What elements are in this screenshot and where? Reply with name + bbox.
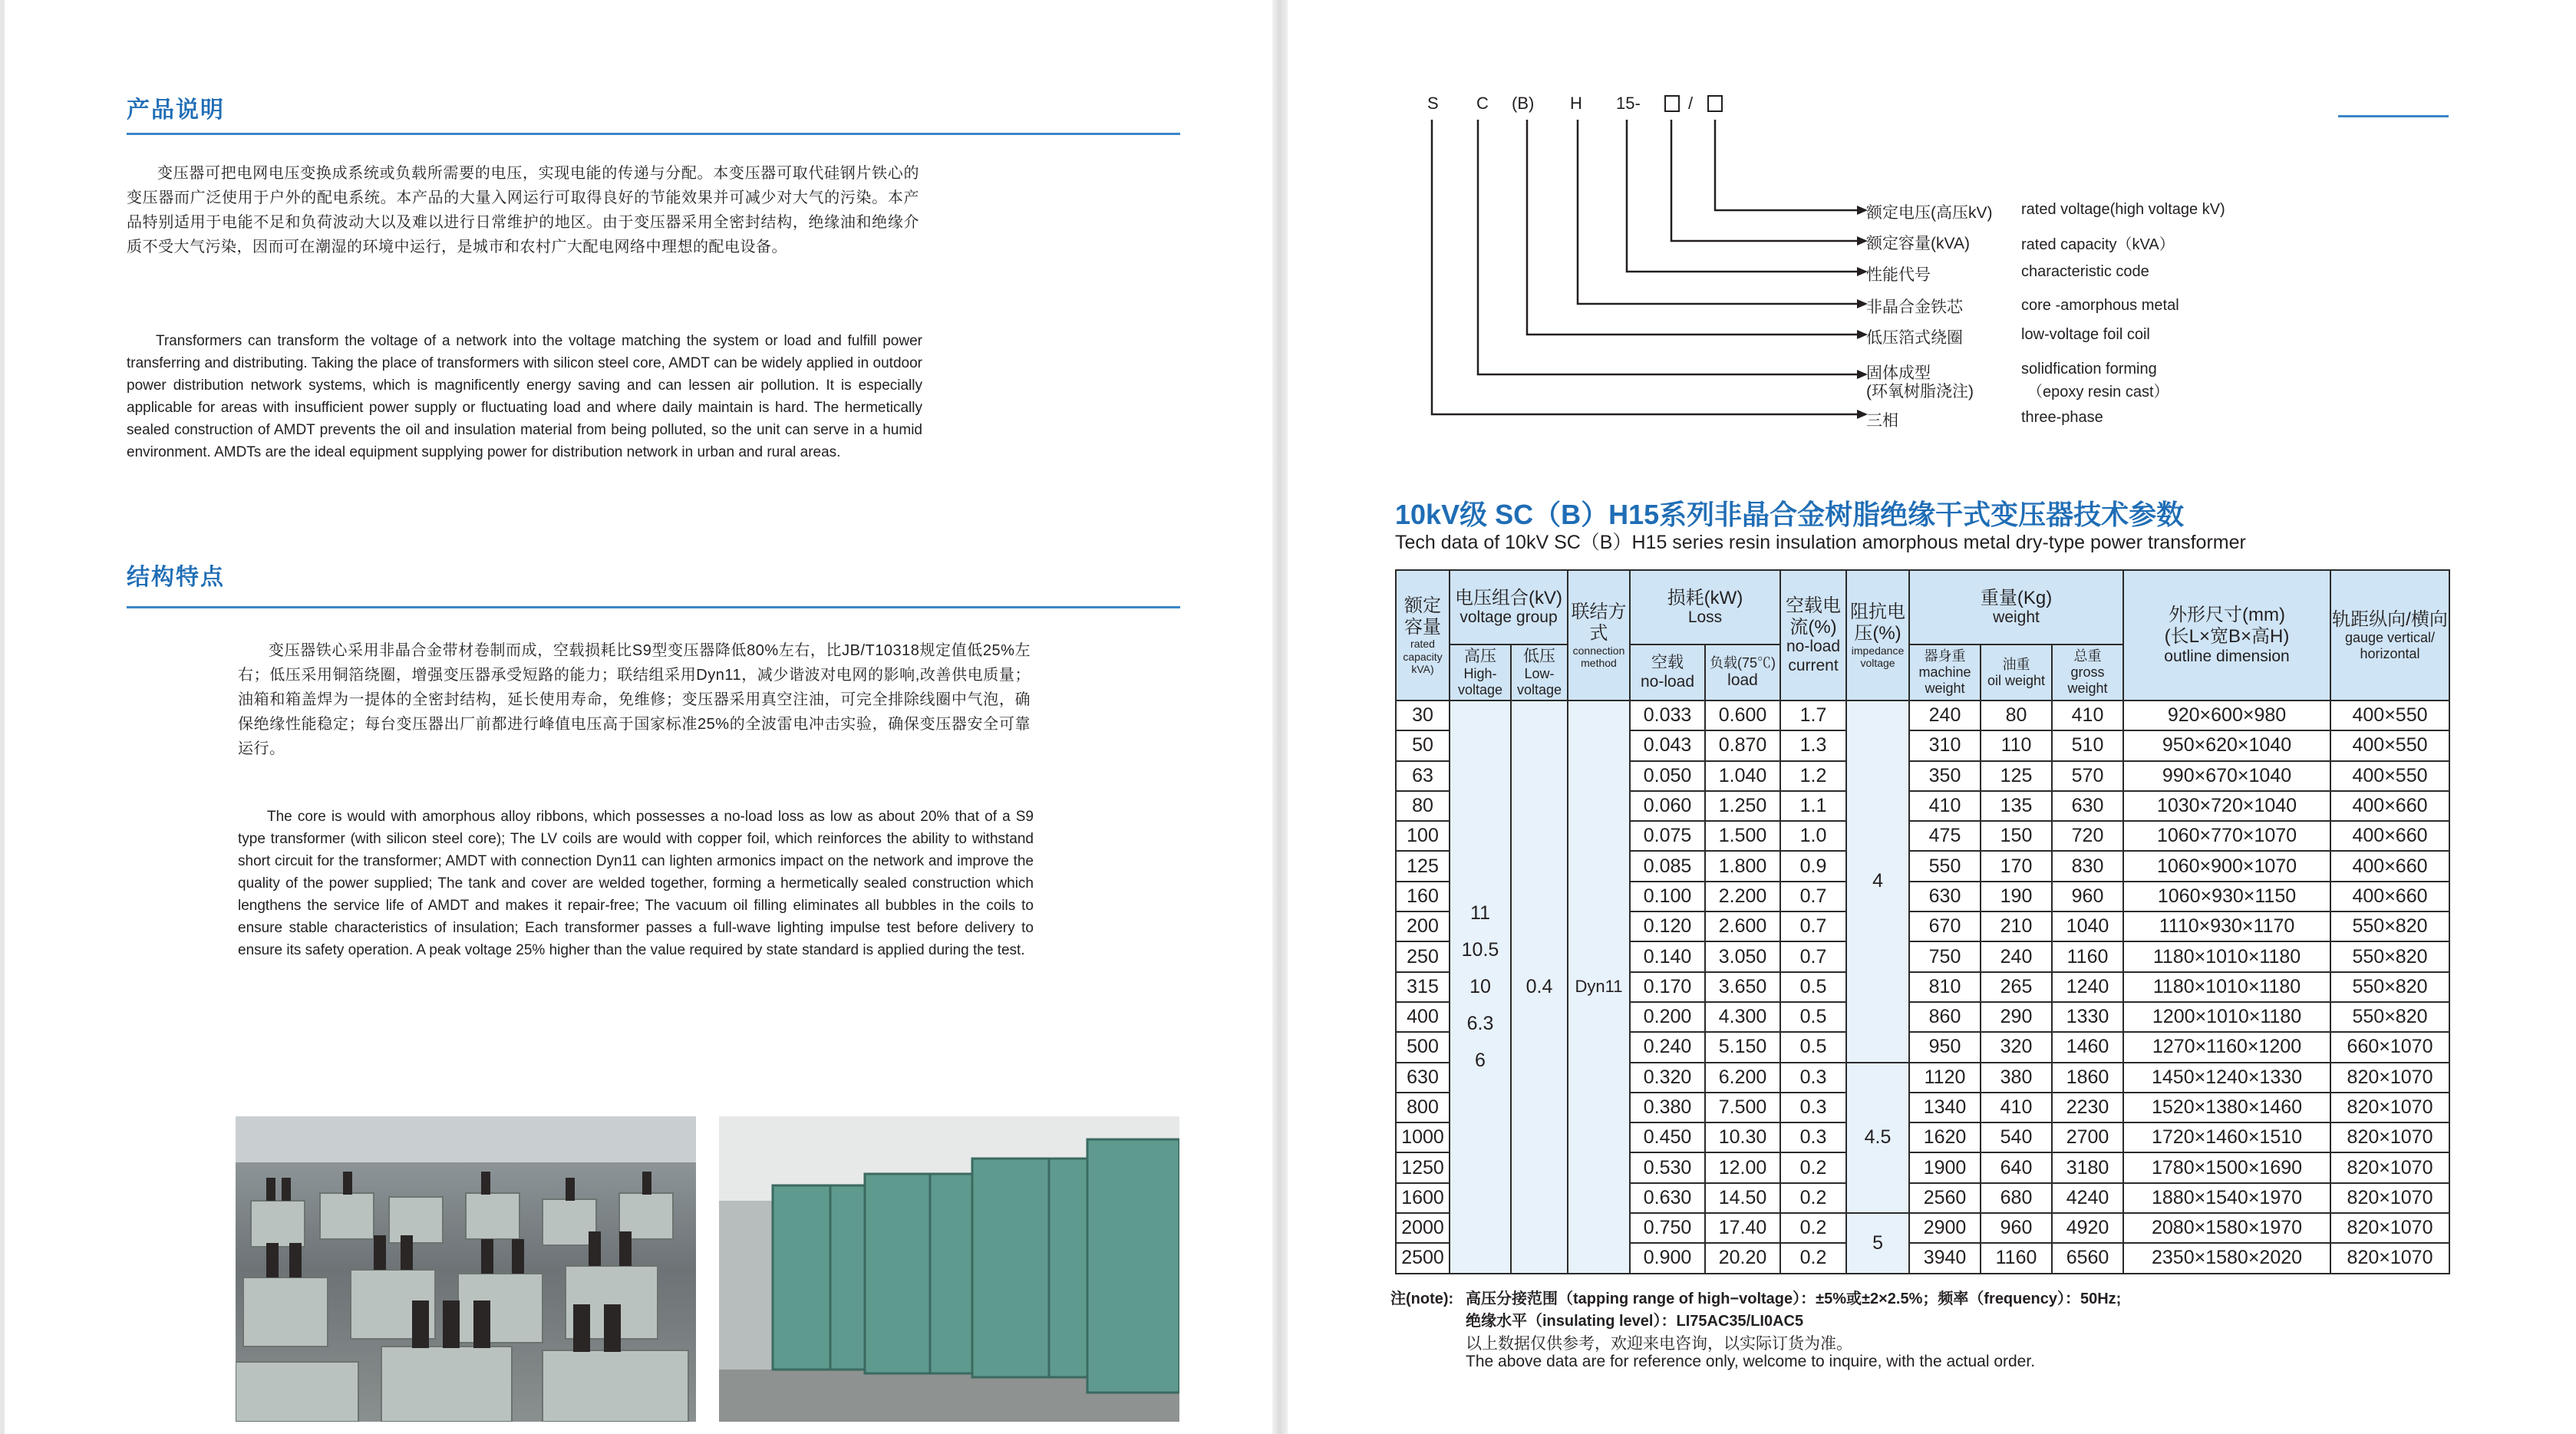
cell-machine-weight: 1120 — [1909, 1063, 1981, 1093]
cell-dimension: 1200×1010×1180 — [2123, 1002, 2330, 1032]
cell-noload-current: 0.5 — [1780, 1032, 1846, 1062]
code-label-en-foil: low-voltage foil coil — [2021, 326, 2150, 343]
cell-gross-weight: 720 — [2052, 821, 2123, 851]
cell-noload-loss: 0.100 — [1630, 882, 1705, 911]
hv-value: 10 — [1469, 976, 1491, 998]
cell-gross-weight: 1860 — [2052, 1063, 2123, 1093]
cell-load-loss: 5.150 — [1705, 1032, 1780, 1062]
cell-noload-loss: 0.043 — [1630, 730, 1705, 760]
cell-gauge: 820×1070 — [2330, 1093, 2449, 1122]
cell-machine-weight: 2560 — [1909, 1183, 1981, 1213]
cell-machine-weight: 950 — [1909, 1032, 1981, 1062]
spec-table — [1395, 569, 2450, 1274]
cell-oil-weight: 410 — [1981, 1093, 2052, 1122]
cell-load-loss: 2.200 — [1705, 882, 1780, 911]
cell-capacity: 1250 — [1396, 1152, 1450, 1182]
cell-machine-weight: 350 — [1909, 761, 1981, 791]
photo-transformers-art — [236, 1116, 696, 1422]
cell-gross-weight: 6560 — [2052, 1243, 2123, 1273]
cell-noload-current: 0.3 — [1780, 1122, 1846, 1152]
cell-capacity: 250 — [1396, 941, 1450, 971]
cell-oil-weight: 265 — [1981, 972, 2052, 1002]
cell-gross-weight: 410 — [2052, 701, 2123, 730]
cell-oil-weight: 150 — [1981, 821, 2052, 851]
cell-gross-weight: 2700 — [2052, 1122, 2123, 1152]
cell-gross-weight: 1330 — [2052, 1002, 2123, 1032]
cell-gauge: 400×550 — [2330, 730, 2449, 760]
cell-gross-weight: 830 — [2052, 851, 2123, 881]
cell-load-loss: 6.200 — [1705, 1063, 1780, 1093]
cell-oil-weight: 170 — [1981, 851, 2052, 881]
intro-text-zh: 变压器可把电网电压变换成系统或负载所需要的电压，实现电能的传递与分配。本变压器可取代硅钢片铁心的变压器而广泛使用于户外的配电系统。本产品的大量入网运行可取得良好的节能效果并可减少对大气的污染。本产品特别适用于电能不足和负荷波动大以及难以进行日常维护的地区。由于变压器采用全密封结构，绝缘油和绝缘介质不受大气污染，因而可在潮湿的环境中运行，是城市和农村广大配电网络中理想的配电设备。 — [127, 165, 919, 255]
cell-load-loss: 0.870 — [1705, 730, 1780, 760]
note-label: 注(note): — [1390, 1291, 1454, 1307]
cell-capacity: 160 — [1396, 882, 1450, 911]
cell-oil-weight: 290 — [1981, 1002, 2052, 1032]
photo-transformer-tanks — [719, 1116, 1179, 1422]
cell-machine-weight: 2900 — [1909, 1213, 1981, 1243]
cell-dimension: 1270×1160×1200 — [2123, 1032, 2330, 1062]
cell-load-loss: 2.600 — [1705, 911, 1780, 941]
cell-capacity: 1000 — [1396, 1122, 1450, 1152]
cell-dimension: 1060×900×1070 — [2123, 851, 2330, 881]
code-label-en-char: characteristic code — [2021, 263, 2149, 280]
cell-capacity: 2000 — [1396, 1213, 1450, 1243]
cell-noload-current: 0.9 — [1780, 851, 1846, 881]
cell-capacity: 80 — [1396, 791, 1450, 821]
cell-gross-weight: 4240 — [2052, 1183, 2123, 1213]
code-label-cn-char: 性能代号 — [1866, 266, 1931, 284]
note-line-2: 绝缘水平（insulating level）：LI75AC35/LI0AC5 — [1466, 1313, 1804, 1330]
cell-noload-current: 0.7 — [1780, 941, 1846, 971]
cell-noload-current: 0.3 — [1780, 1093, 1846, 1122]
cell-dimension: 1180×1010×1180 — [2123, 941, 2330, 971]
cell-oil-weight: 110 — [1981, 730, 2052, 760]
cell-noload-loss: 0.060 — [1630, 791, 1705, 821]
cell-gauge: 550×820 — [2330, 911, 2449, 941]
cell-noload-current: 0.2 — [1780, 1183, 1846, 1213]
features-heading: 结构特点 — [127, 565, 225, 590]
cell-oil-weight: 135 — [1981, 791, 2052, 821]
intro-rule — [127, 133, 1180, 135]
cell-noload-loss: 0.380 — [1630, 1093, 1705, 1122]
cell-noload-loss: 0.450 — [1630, 1122, 1705, 1152]
cell-gauge: 400×660 — [2330, 882, 2449, 911]
cell-noload-loss: 0.085 — [1630, 851, 1705, 881]
cell-dimension: 1030×720×1040 — [2123, 791, 2330, 821]
cell-dimension: 2080×1580×1970 — [2123, 1213, 2330, 1243]
features-text-zh: 变压器铁心采用非晶合金带材卷制而成，空载损耗比S9型变压器降低80%左右，比JB/T10318规定值低25%左右；低压采用铜箔绕圈，增强变压器承受短路的能力；联结组采用Dyn11，减少谐波对电网的影响,改善供电质量；油箱和箱盖焊为一提体的全密封结构，延长使用寿命，免维修；变压器采用真空注油，可完全排除线圈中气泡，确保绝缘性能稳定；每台变压器出厂前都进行峰值电压高于国家标准25%的全波雷电冲击实验，确保变压器安全可靠运行。 — [238, 642, 1031, 757]
cell-load-loss: 1.800 — [1705, 851, 1780, 881]
cell-noload-current: 0.7 — [1780, 911, 1846, 941]
cell-gauge: 820×1070 — [2330, 1243, 2449, 1273]
cell-impedance-4-5: 4.5 — [1846, 1063, 1909, 1213]
cell-load-loss: 1.040 — [1705, 761, 1780, 791]
cell-noload-current: 0.5 — [1780, 1002, 1846, 1032]
cell-capacity: 800 — [1396, 1093, 1450, 1122]
code-label-cn-core: 非晶合金铁芯 — [1866, 298, 1963, 316]
page-edge — [0, 0, 5, 1434]
code-label-cn-solid: 固体成型 — [1866, 364, 1931, 382]
cell-gauge: 400×550 — [2330, 761, 2449, 791]
header-machine-weight: 器身重 machine weight — [1909, 644, 1981, 701]
features-text-en: The core is would with amorphous alloy ribbons, which possesses a no-load loss as low as about 20% that of a S9 type transformer (with silicon steel core); The LV coils are would with copper foil, which reinforces the ability to withstand short circuit for the transformer; AMDT with connection Dyn11 can lighten armonics impact on the network and improve the quality of the power supplied; The tank and cover are welded together, forming a hermetically sealed construction which lengthens the service life of AMDT and makes it repair-free; The vacuum oil filling eliminates all bubbles in the coils to ensure stable characteristics of insulation; Each transformer passes a full-wave lighting impulse test before delivery to ensure its safety operation. A peak voltage 25% higher than the value required by state standard is applied during the test. — [238, 809, 1034, 958]
cell-noload-loss: 0.320 — [1630, 1063, 1705, 1093]
header-connection: 联结方式 connection method — [1568, 570, 1630, 701]
cell-noload-loss: 0.170 — [1630, 972, 1705, 1002]
cell-capacity: 1600 — [1396, 1183, 1450, 1213]
cell-dimension: 1180×1010×1180 — [2123, 972, 2330, 1002]
header-oil-weight: 油重 oil weight — [1981, 644, 2052, 701]
cell-load-loss: 10.30 — [1705, 1122, 1780, 1152]
code-label-cn-foil: 低压箔式绕圈 — [1866, 329, 1963, 347]
cell-noload-loss: 0.630 — [1630, 1183, 1705, 1213]
table-title: 10kV级 SC（B）H15系列非晶合金树脂绝缘干式变压器技术参数 — [1395, 499, 2185, 530]
cell-gross-weight: 630 — [2052, 791, 2123, 821]
code-label-en-phase: three-phase — [2021, 409, 2103, 426]
cell-load-loss: 0.600 — [1705, 701, 1780, 730]
cell-gauge: 400×660 — [2330, 821, 2449, 851]
header-voltage-group: 电压组合(kV) voltage group — [1450, 570, 1568, 644]
cell-machine-weight: 1340 — [1909, 1093, 1981, 1122]
hv-value: 6.3 — [1466, 1013, 1494, 1035]
cell-gauge: 820×1070 — [2330, 1122, 2449, 1152]
cell-noload-loss: 0.900 — [1630, 1243, 1705, 1273]
cell-oil-weight: 320 — [1981, 1032, 2052, 1062]
corner-rule — [2338, 115, 2449, 117]
note-line-1: 高压分接范围（tapping range of high−voltage）：±5%或±2×2.5%；频率（frequency）：50Hz; — [1466, 1291, 2122, 1307]
cell-capacity: 125 — [1396, 851, 1450, 881]
header-lv: 低压 Low-voltage — [1511, 644, 1568, 701]
cell-noload-current: 0.7 — [1780, 882, 1846, 911]
cell-connection: Dyn11 — [1568, 701, 1630, 1274]
cell-machine-weight: 240 — [1909, 701, 1981, 730]
cell-dimension: 1520×1380×1460 — [2123, 1093, 2330, 1122]
code-label-cn-voltage: 额定电压(高压kV) — [1866, 204, 1993, 222]
cell-machine-weight: 670 — [1909, 911, 1981, 941]
cell-load-loss: 12.00 — [1705, 1152, 1780, 1182]
code-letter-c: C — [1476, 94, 1489, 113]
note-line-3: 以上数据仅供参考，欢迎来电咨询，以实际订货为准。 — [1466, 1335, 1852, 1353]
cell-gauge: 400×660 — [2330, 851, 2449, 881]
cell-hv-values — [1450, 701, 1511, 1274]
cell-capacity: 400 — [1396, 1002, 1450, 1032]
cell-load-loss: 17.40 — [1705, 1213, 1780, 1243]
cell-noload-loss: 0.240 — [1630, 1032, 1705, 1062]
cell-machine-weight: 1620 — [1909, 1122, 1981, 1152]
cell-gross-weight: 570 — [2052, 761, 2123, 791]
cell-capacity: 50 — [1396, 730, 1450, 760]
header-load: 负载(75℃) load — [1705, 644, 1780, 701]
header-loss: 损耗(kW) Loss — [1630, 570, 1780, 644]
cell-gross-weight: 1160 — [2052, 941, 2123, 971]
cell-capacity: 100 — [1396, 821, 1450, 851]
cell-load-loss: 1.500 — [1705, 821, 1780, 851]
cell-gross-weight: 1240 — [2052, 972, 2123, 1002]
code-label-cn-solid-2: (环氧树脂浇注) — [1866, 383, 1974, 401]
cell-gauge: 820×1070 — [2330, 1063, 2449, 1093]
intro-text-en: Transformers can transform the voltage of a network into the voltage matching the system or load and fulfill power transferring and distributing. Taking the place of transformers with silicon steel core, AMDT can be widely applied in outdoor power distribution network systems, which is magnificently energy saving and can lessen air pollution. It is especially applicable for areas with insufficient power supply or fluctuating load and where daily maintain is hard. The hermetically sealed construction of AMDT prevents the oil and insulation material from being polluted, so the unit can serve in a humid environment. AMDTs are the ideal equipment supplying power for distribution network in urban and rural areas. — [127, 333, 922, 460]
hv-value: 6 — [1475, 1050, 1486, 1072]
cell-gauge: 550×820 — [2330, 972, 2449, 1002]
cell-oil-weight: 1160 — [1981, 1243, 2052, 1273]
cell-noload-loss: 0.075 — [1630, 821, 1705, 851]
cell-gauge: 550×820 — [2330, 941, 2449, 971]
cell-dimension: 990×670×1040 — [2123, 761, 2330, 791]
cell-dimension: 1060×770×1070 — [2123, 821, 2330, 851]
cell-dimension: 950×620×1040 — [2123, 730, 2330, 760]
cell-noload-loss: 0.140 — [1630, 941, 1705, 971]
header-dimension: 外形尺寸(mm) (长L×宽B×高H) outline dimension — [2123, 570, 2330, 701]
cell-load-loss: 1.250 — [1705, 791, 1780, 821]
code-label-cn-capacity: 额定容量(kVA) — [1866, 235, 1970, 252]
cell-machine-weight: 475 — [1909, 821, 1981, 851]
cell-dimension: 1060×930×1150 — [2123, 882, 2330, 911]
cell-gauge: 820×1070 — [2330, 1183, 2449, 1213]
cell-oil-weight: 210 — [1981, 911, 2052, 941]
cell-capacity: 63 — [1396, 761, 1450, 791]
photo-tanks-art — [719, 1116, 1179, 1422]
cell-gross-weight: 3180 — [2052, 1152, 2123, 1182]
note-line-4: The above data are for reference only, welcome to inquire, with the actual order. — [1466, 1353, 2036, 1370]
cell-noload-current: 1.7 — [1780, 701, 1846, 730]
code-label-en-voltage: rated voltage(high voltage kV) — [2021, 201, 2225, 218]
cell-noload-loss: 0.050 — [1630, 761, 1705, 791]
cell-noload-loss: 0.530 — [1630, 1152, 1705, 1182]
cell-gauge: 550×820 — [2330, 1002, 2449, 1032]
cell-impedance-4: 4 — [1846, 701, 1909, 1063]
cell-noload-loss: 0.033 — [1630, 701, 1705, 730]
cell-load-loss: 7.500 — [1705, 1093, 1780, 1122]
cell-gross-weight: 960 — [2052, 882, 2123, 911]
table-row — [1396, 701, 2449, 730]
code-letter-b: (B) — [1512, 94, 1535, 113]
cell-gauge: 400×660 — [2330, 791, 2449, 821]
cell-capacity: 315 — [1396, 972, 1450, 1002]
cell-noload-loss: 0.750 — [1630, 1213, 1705, 1243]
header-impedance: 阻抗电压(%) impedance voltage — [1846, 570, 1909, 701]
cell-oil-weight: 125 — [1981, 761, 2052, 791]
cell-dimension: 1720×1460×1510 — [2123, 1122, 2330, 1152]
cell-machine-weight: 550 — [1909, 851, 1981, 881]
code-letter-slash: / — [1688, 94, 1694, 113]
cell-machine-weight: 3940 — [1909, 1243, 1981, 1273]
cell-gauge: 660×1070 — [2330, 1032, 2449, 1062]
cell-gross-weight: 1460 — [2052, 1032, 2123, 1062]
code-box-voltage — [1707, 95, 1723, 112]
cell-oil-weight: 380 — [1981, 1063, 2052, 1093]
photo-transformers-warehouse — [236, 1116, 696, 1422]
cell-machine-weight: 410 — [1909, 791, 1981, 821]
cell-load-loss: 4.300 — [1705, 1002, 1780, 1032]
cell-oil-weight: 680 — [1981, 1183, 2052, 1213]
code-label-en-capacity: rated capacity（kVA） — [2021, 236, 2175, 253]
cell-capacity: 630 — [1396, 1063, 1450, 1093]
cell-noload-current: 1.2 — [1780, 761, 1846, 791]
cell-noload-current: 0.3 — [1780, 1063, 1846, 1093]
cell-capacity: 30 — [1396, 701, 1450, 730]
cell-noload-loss: 0.200 — [1630, 1002, 1705, 1032]
cell-noload-current: 1.1 — [1780, 791, 1846, 821]
header-noload-current: 空载电流(%) no-load current — [1780, 570, 1846, 701]
cell-load-loss: 3.050 — [1705, 941, 1780, 971]
code-box-capacity — [1664, 95, 1680, 112]
cell-noload-current: 0.2 — [1780, 1152, 1846, 1182]
cell-load-loss: 20.20 — [1705, 1243, 1780, 1273]
cell-noload-loss: 0.120 — [1630, 911, 1705, 941]
cell-noload-current: 1.0 — [1780, 821, 1846, 851]
book-spine — [1272, 0, 1288, 1434]
cell-noload-current: 0.5 — [1780, 972, 1846, 1002]
cell-dimension: 1880×1540×1970 — [2123, 1183, 2330, 1213]
header-gauge: 轨距纵向/横向 gauge vertical/ horizontal — [2330, 570, 2449, 701]
header-weight: 重量(Kg) weight — [1909, 570, 2123, 644]
code-label-en-core: core -amorphous metal — [2021, 297, 2179, 314]
cell-oil-weight: 190 — [1981, 882, 2052, 911]
cell-dimension: 1780×1500×1690 — [2123, 1152, 2330, 1182]
cell-dimension: 920×600×980 — [2123, 701, 2330, 730]
cell-oil-weight: 80 — [1981, 701, 2052, 730]
header-capacity: 额定容量 rated capacity kVA) — [1396, 570, 1450, 701]
intro-heading: 产品说明 — [127, 97, 225, 123]
cell-capacity: 500 — [1396, 1032, 1450, 1062]
cell-dimension: 1110×930×1170 — [2123, 911, 2330, 941]
cell-impedance-5: 5 — [1846, 1213, 1909, 1274]
spec-table-body — [1396, 701, 2449, 1274]
features-rule — [127, 606, 1180, 608]
cell-noload-current: 1.3 — [1780, 730, 1846, 760]
cell-gross-weight: 510 — [2052, 730, 2123, 760]
cell-lv-value: 0.4 — [1511, 701, 1568, 1274]
cell-machine-weight: 750 — [1909, 941, 1981, 971]
code-letter-15: 15- — [1616, 94, 1641, 113]
cell-capacity: 2500 — [1396, 1243, 1450, 1273]
table-subtitle: Tech data of 10kV SC（B）H15 series resin insulation amorphous metal dry-type power transformer — [1395, 532, 2246, 553]
code-letter-s: S — [1427, 94, 1439, 113]
cell-gauge: 400×550 — [2330, 701, 2449, 730]
cell-noload-current: 0.2 — [1780, 1213, 1846, 1243]
cell-dimension: 1450×1240×1330 — [2123, 1063, 2330, 1093]
cell-capacity: 200 — [1396, 911, 1450, 941]
cell-gross-weight: 4920 — [2052, 1213, 2123, 1243]
cell-machine-weight: 310 — [1909, 730, 1981, 760]
cell-machine-weight: 630 — [1909, 882, 1981, 911]
cell-machine-weight: 1900 — [1909, 1152, 1981, 1182]
code-leader-lines — [1420, 115, 1880, 430]
cell-machine-weight: 810 — [1909, 972, 1981, 1002]
code-label-en-solid-2: （epoxy resin cast） — [2027, 384, 2169, 401]
cell-noload-current: 0.2 — [1780, 1243, 1846, 1273]
cell-oil-weight: 540 — [1981, 1122, 2052, 1152]
code-letter-h: H — [1570, 94, 1582, 113]
cell-dimension: 2350×1580×2020 — [2123, 1243, 2330, 1273]
cell-gauge: 820×1070 — [2330, 1213, 2449, 1243]
cell-oil-weight: 240 — [1981, 941, 2052, 971]
cell-machine-weight: 860 — [1909, 1002, 1981, 1032]
header-noload: 空载 no-load — [1630, 644, 1705, 701]
cell-gross-weight: 1040 — [2052, 911, 2123, 941]
cell-load-loss: 3.650 — [1705, 972, 1780, 1002]
hv-value: 11 — [1470, 902, 1490, 925]
cell-gauge: 820×1070 — [2330, 1152, 2449, 1182]
hv-value: 10.5 — [1461, 939, 1499, 961]
header-gross-weight: 总重 gross weight — [2052, 644, 2123, 701]
cell-oil-weight: 640 — [1981, 1152, 2052, 1182]
cell-load-loss: 14.50 — [1705, 1183, 1780, 1213]
code-label-en-solid: solidfication forming — [2021, 361, 2157, 377]
header-hv: 高压 High-voltage — [1450, 644, 1511, 701]
cell-oil-weight: 960 — [1981, 1213, 2052, 1243]
code-label-cn-phase: 三相 — [1866, 412, 1898, 430]
cell-gross-weight: 2230 — [2052, 1093, 2123, 1122]
